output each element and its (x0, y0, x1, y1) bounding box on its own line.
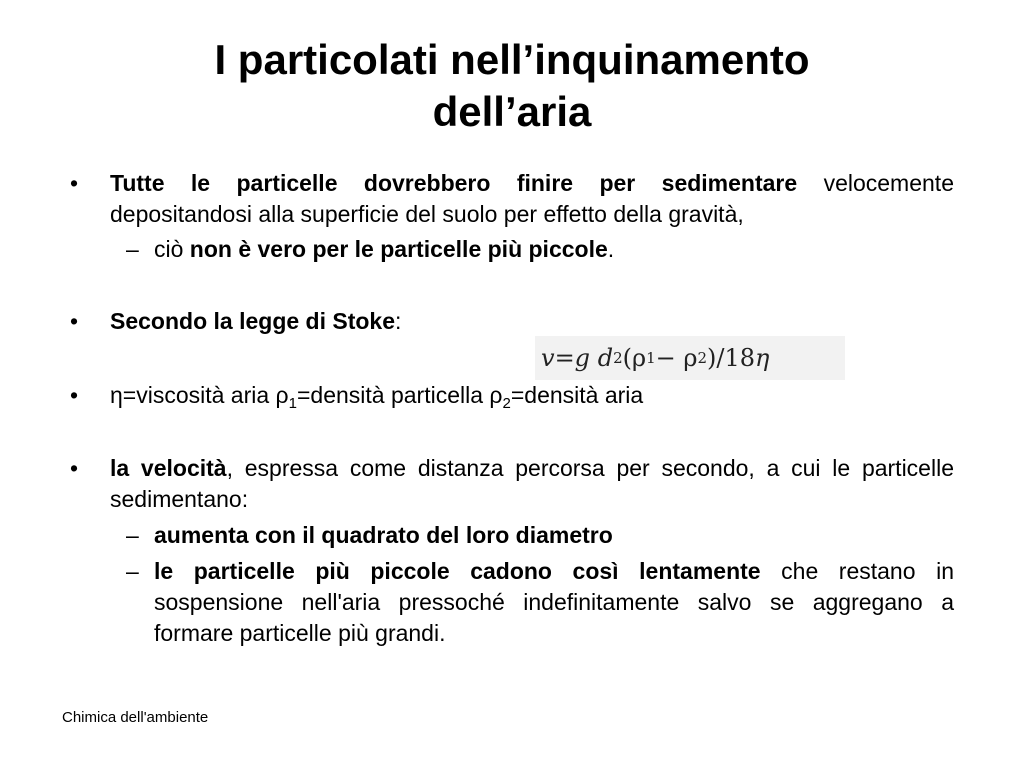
bullet-velocity-text: , espressa come distanza percorsa per secondo, a cui le particelle sedimentano: (110, 455, 954, 512)
symbols-sub-1: 1 (288, 395, 297, 412)
subbullet-suspension-bold: le particelle più piccole cadono così lentamente (154, 558, 761, 584)
bullet-mark: • (70, 170, 79, 196)
slide-title-line-2: dell’aria (432, 88, 592, 135)
symbols-text-3: =densità aria (510, 382, 644, 408)
bullet-mark: • (70, 455, 79, 481)
formula-exponent: 2 (613, 349, 623, 367)
bullet-symbols (70, 380, 954, 411)
formula-close: )/ (707, 344, 725, 372)
dash-mark: – (126, 236, 139, 262)
subbullet-small-particles-pre: ciò (154, 236, 190, 262)
subbullet-small-particles-post: . (607, 236, 615, 262)
formula-open: (ρ (622, 344, 647, 372)
bullet-velocity-bold: la velocità (110, 455, 227, 481)
bullet-sedimentation-text: velocemente depositandosi alla superficie del suolo per effetto della gravità, (110, 170, 954, 227)
subbullet-suspension-text: che restano in sospensione nell'aria pressoché indefinitamente salvo se aggregano a formare particelle più grandi. (154, 558, 954, 646)
subbullet-suspension (70, 556, 954, 649)
bullet-sedimentation (70, 168, 954, 230)
formula-gravity: g (574, 344, 591, 372)
slide-title (60, 34, 964, 138)
bullet-velocity (70, 453, 954, 515)
bullet-mark: • (70, 382, 79, 408)
formula-velocity: v (541, 344, 555, 372)
stokes-formula (535, 336, 845, 380)
subbullet-small-particles-bold: non è vero per le particelle più piccole (189, 236, 608, 262)
subbullet-diameter-bold: aumenta con il quadrato del loro diametro (154, 522, 613, 548)
formula-18: 18 (724, 344, 756, 372)
dash-mark: – (126, 522, 139, 548)
symbols-text-1: η=viscosità aria ρ (110, 382, 289, 408)
bullet-stokes-law-bold: Secondo la legge di Stoke (110, 308, 396, 334)
bullet-mark: • (70, 308, 79, 334)
formula-eta: η (755, 344, 770, 372)
bullet-stokes-law (70, 306, 954, 337)
formula-rho2-sub: 2 (697, 349, 708, 367)
formula-minus: − ρ (655, 344, 698, 372)
slide-title-line-1: I particolati nell’inquinamento (214, 36, 810, 83)
bullet-stokes-law-colon: : (395, 308, 402, 334)
dash-mark: – (126, 558, 139, 584)
bullet-sedimentation-bold: Tutte le particelle dovrebbero finire per sedimentare (110, 170, 798, 196)
subbullet-small-particles (70, 234, 954, 265)
formula-equals: = (554, 344, 575, 372)
subbullet-diameter (70, 520, 954, 551)
slide-body (70, 168, 954, 649)
formula-diameter: d (597, 344, 614, 372)
formula-rho1-sub: 1 (646, 349, 656, 367)
symbols-sub-2: 2 (502, 395, 511, 412)
symbols-text-2: =densità particella ρ (296, 382, 503, 408)
footer-course: Chimica dell'ambiente (62, 709, 209, 726)
